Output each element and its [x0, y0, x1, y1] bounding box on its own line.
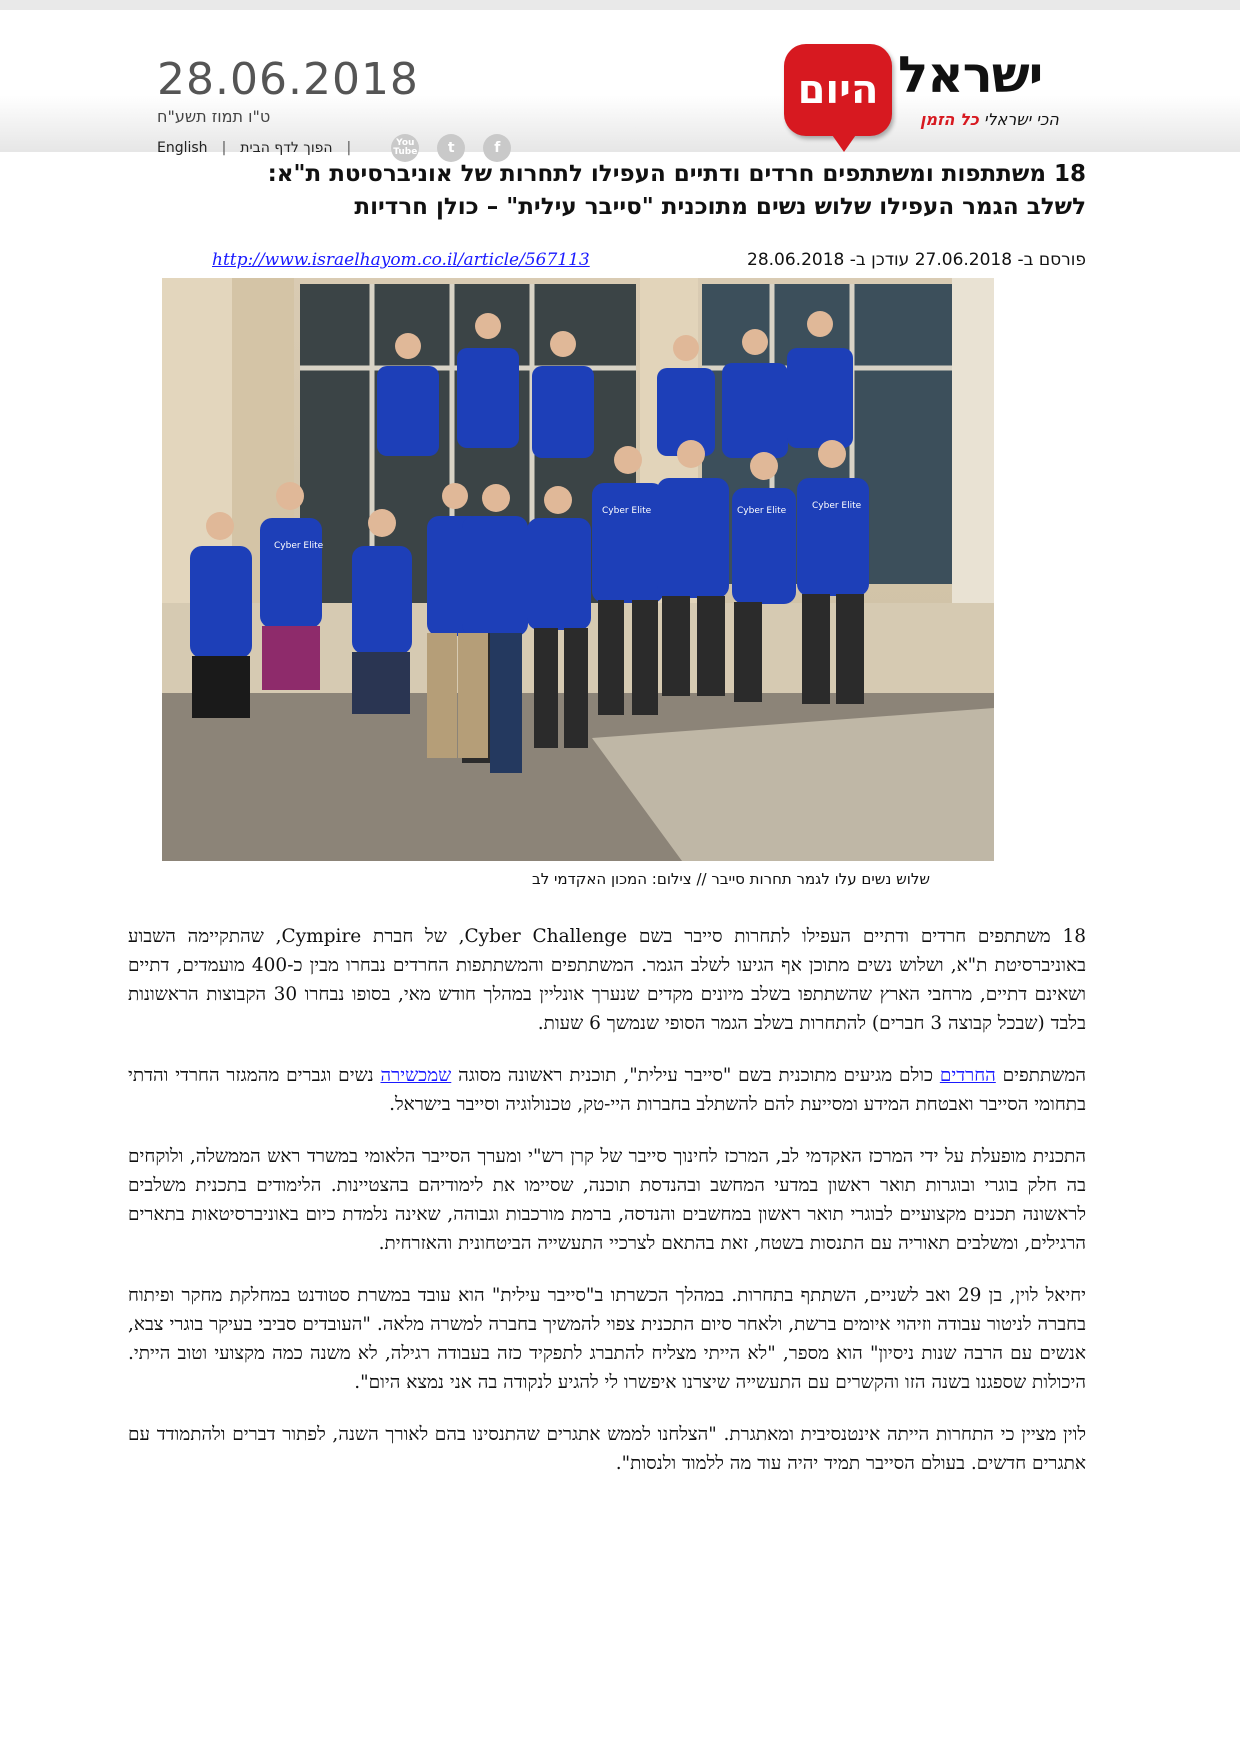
header-date: 28.06.2018	[157, 54, 419, 105]
paragraph-3: התכנית מופעלת על ידי המרכז האקדמי לב, המרכז לחינוך סייבר של קרן רש"י ומערך הסייבר הלאומי במשרד ראש הממשלה, ולוקחים בה חלק בוגרי ובוגרות תואר ראשון במדעי המחשב ובהנדסת תוכנה, שסיימו את לימודיהם בהצטיינות. הלימודים בתכנית משלבים לראשונה תכנים מקצועיים לבוגרי תואר ראשון במחשבים והנדסה, ברמת מורכבות וגבוהה, שאינה נלמדת כיום באוניברסיטאות בתארים הרגילים, ומשלבים תאוריה עם התנסות בשטח, זאת בהתאם לצרכיי התעשייה הביטחונית והאזרחית.	[128, 1146, 1086, 1254]
p2-pre: המשתתפים	[1002, 1065, 1086, 1086]
paragraph-5: לוין מציין כי התחרות הייתה אינטנסיבית ומאתגרת. "הצלחנו לממש אתגרים שהתנסינו בהם לאורך השנה, לפתור דברים ולהתמודד עם אתגרים חדשים. בעולם הסייבר תמיד יהיה עוד מה ללמוד ולנסות".	[128, 1424, 1086, 1474]
paragraph-2	[128, 1061, 1086, 1119]
divider: |	[346, 140, 352, 156]
homepage-link[interactable]: הפוך לדף הבית	[240, 140, 333, 156]
logo-wordmark: ישראל	[898, 46, 1043, 104]
article-url-link[interactable]: http://www.israelhayom.co.il/article/567113	[212, 250, 590, 270]
logo-tagline	[920, 110, 1059, 129]
site-header	[0, 10, 1240, 157]
article-headline	[150, 158, 1086, 224]
haredim-link[interactable]: החרדים	[939, 1065, 996, 1086]
group-photo-illustration	[162, 278, 994, 861]
p2-mid: כולם מגיעים מתוכנית בשם "סייבר עילית", תוכנית ראשונה מסוגה	[458, 1065, 934, 1086]
headline-line-2: לשלב הגמר העפילו שלוש נשים מתוכנית "סייבר עילית" – כולן חרדיות	[354, 194, 1086, 220]
paragraph-4: יחיאל לוין, בן 29 ואב לשניים, השתתף בתחרות. במהלך הכשרתו ב"סייבר עילית" הוא עובד במשרת סטודנט במחלקת מחקר ופיתוח בחברה לניטור עבודה וזיהוי איומים ברשת, ולאחר סיום התכנית צפוי להמשיך בחברה למשרה מלאה. "העובדים סביבי בעיקר בוגרי צבא, אנשים עם הרבה שנות ניסיון" הוא מספר, "לא הייתי מצליח להתברג לתפקיד כזה בעבודה רגילה, לא משנה כמה מקצועי וטוב הייתי. היכולות שספגנו בשנה הזו והקשרים עם התעשייה שיצרנו איפשרו לי להגיע לנקודה בה אני נמצא היום".	[128, 1285, 1086, 1393]
israel-hayom-logo[interactable]	[780, 32, 1080, 154]
svg-text:Cyber Elite: Cyber Elite	[737, 506, 787, 516]
facebook-icon[interactable]: f	[483, 134, 511, 162]
header-hebrew-date: ט"ו תמוז תשע"ח	[157, 107, 271, 126]
paragraph-1: 18 משתתפים חרדים ודתיים העפילו לתחרות סייבר בשם Cyber Challenge, של חברת Cympire, שהתקיימה השבוע באוניברסיטת ת"א, ושלוש נשים מתוכן אף הגיעו לשלב הגמר. המשתתפים והמשתתפות החרדים נבחרו מבין כ-400 מועמדים, דתיים ושאינם דתיים, מרחבי הארץ שהשתתפו בשלב מיונים מקדים שנערך אונליין במהלך חודש מאי, בסופו נבחרו 30 הקבוצות הראשונות בלבד (שבכל קבוצה 3 חברים) להתחרות בשלב הגמר הסופי שנמשך 6 שעות.	[128, 926, 1086, 1034]
twitter-icon[interactable]: t	[437, 134, 465, 162]
logo-bubble-tail	[830, 132, 858, 152]
svg-text:Cyber Elite: Cyber Elite	[602, 506, 652, 516]
publication-row	[150, 250, 1086, 276]
article-body	[128, 922, 1086, 1501]
logo-bubble: היום	[784, 44, 892, 136]
svg-text:Cyber Elite: Cyber Elite	[274, 541, 324, 551]
headline-line-1: 18 משתתפות ומשתתפים חרדים ודתיים העפילו לתחרות של אוניברסיטת ת"א:	[267, 161, 1086, 187]
english-link[interactable]: English	[157, 140, 208, 156]
svg-text:Cyber Elite: Cyber Elite	[812, 501, 862, 511]
certifies-link[interactable]: שמכשירה	[380, 1065, 452, 1086]
article-photo	[162, 278, 994, 861]
divider: |	[221, 140, 227, 156]
photo-caption: שלוש נשים עלו לגמר תחרות סייבר // צילום: המכון האקדמי לב	[532, 870, 930, 888]
logo-tagline-pre: הכי ישראלי	[983, 110, 1059, 129]
logo-tagline-emph: כל הזמן	[920, 110, 979, 129]
p2-post: נשים וגברים מהמגזר החרדי והדתי בתחומי הסייבר ואבטחת המידע ומסייעת להם להשתלב בחברות היי-טק, טכנולוגיה וסייבר בישראל.	[128, 1065, 1086, 1115]
top-strip	[0, 0, 1240, 10]
publish-date: פורסם ב- 27.06.2018 עודכן ב- 28.06.2018	[747, 250, 1086, 270]
youtube-icon[interactable]: You Tube	[391, 134, 419, 162]
